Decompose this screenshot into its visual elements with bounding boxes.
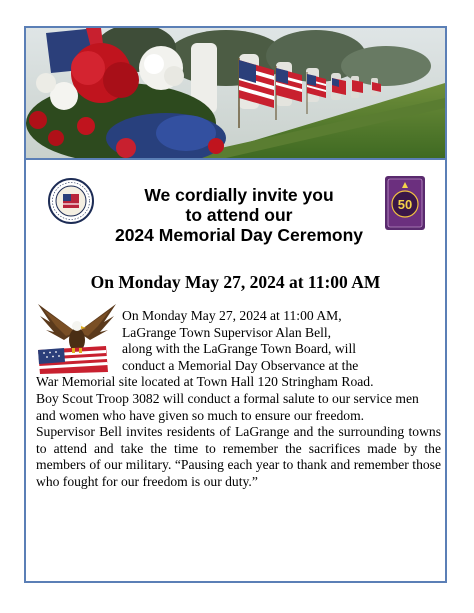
paragraph-1-location: War Memorial site located at Town Hall 120 Stringham Road. (36, 374, 374, 390)
body-line: conduct a Memorial Day Observance at the (122, 357, 359, 373)
event-date-line: On Monday May 27, 2024 at 11:00 AM (90, 272, 381, 292)
invite-line-1: We cordially invite you (144, 185, 334, 205)
invite-line-2: to attend our (185, 205, 293, 225)
paragraph-2-scouts: Boy Scout Troop 3082 will conduct a formal salute to our service men and women who have given so much to ensure our freedom. (36, 390, 419, 423)
paragraph-1-intro (36, 308, 441, 374)
troop-badge-icon (385, 176, 425, 230)
troop-number: 50 (397, 197, 413, 212)
invite-line-3: 2024 Memorial Day Ceremony (114, 225, 364, 245)
announcement-body (36, 308, 441, 491)
body-line: along with the LaGrange Town Board, will (122, 341, 356, 357)
invitation-heading (96, 185, 382, 245)
flyer-frame (24, 26, 447, 583)
body-line: LaGrange Town Supervisor Alan Bell, (122, 324, 332, 340)
body-line: On Monday May 27, 2024 at 11:00 AM, (122, 308, 342, 323)
paragraph-3-invitation: Supervisor Bell invites residents of LaGrange and the surrounding towns to attend and take the time to remember the sacrifices made by the members of our military. “Pausing each year to thank and remember those who fought for our freedom is our duty.” (36, 424, 441, 489)
memorial-flags-photo (26, 28, 445, 160)
town-seal-icon (48, 178, 94, 224)
